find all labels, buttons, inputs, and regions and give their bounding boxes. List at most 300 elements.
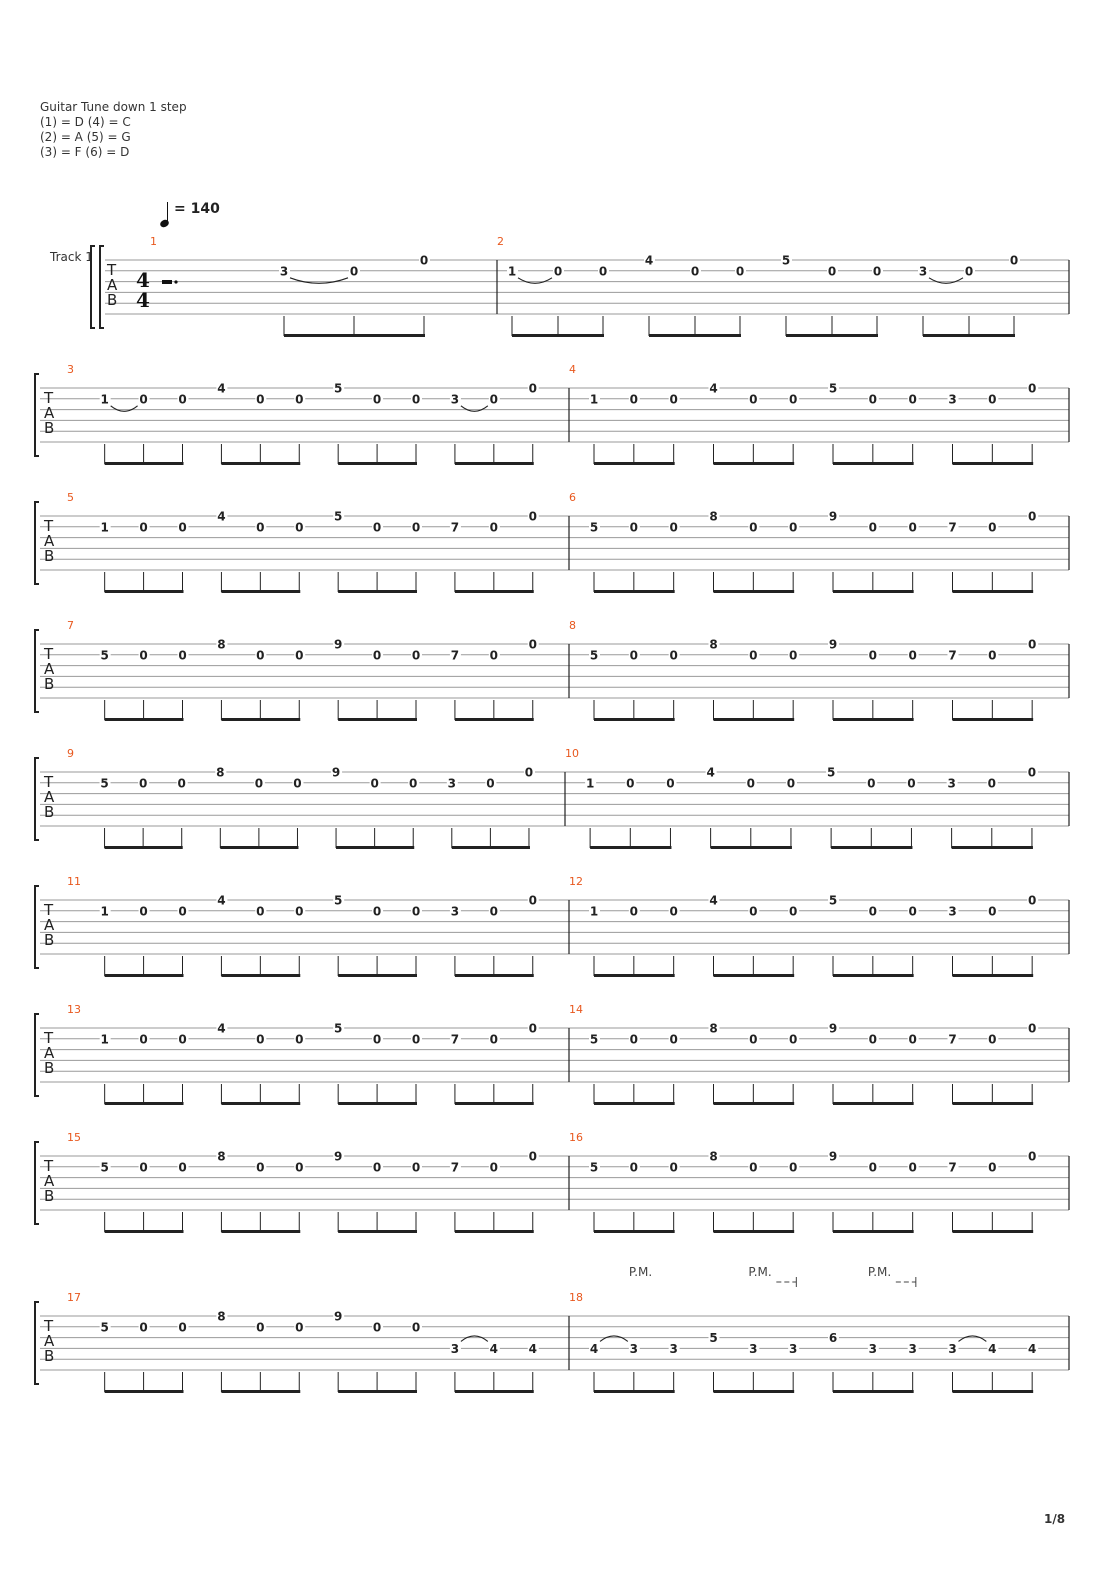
beam (594, 1102, 675, 1105)
fret-number: 0 (872, 264, 882, 279)
palm-mute-label: P.M. (867, 1265, 892, 1279)
fret-number: 0 (788, 392, 798, 407)
fret-number: 0 (1027, 893, 1037, 908)
bar-number: 3 (67, 363, 74, 376)
beam (455, 590, 534, 593)
fret-number: 0 (669, 392, 678, 407)
fret-number: 0 (256, 648, 265, 663)
tuning-line-3: (3) = F (6) = D (40, 145, 130, 159)
fret-number: 9 (331, 765, 341, 780)
fret-number: 0 (256, 392, 265, 407)
fret-number: 0 (372, 1320, 382, 1335)
beam (455, 1390, 534, 1393)
fret-number: 0 (177, 776, 186, 791)
fret-number: 5 (589, 648, 599, 663)
bar-number: 17 (67, 1291, 81, 1304)
tab-clef-letter: A (44, 660, 55, 678)
beam (833, 718, 914, 721)
fret-number: 5 (333, 381, 343, 396)
fret-number: 0 (178, 392, 187, 407)
fret-number: 0 (988, 904, 997, 919)
fret-number: 4 (217, 893, 226, 908)
fret-number: 0 (629, 904, 639, 919)
tab-clef-letter: B (44, 419, 55, 437)
fret-number: 5 (828, 381, 838, 396)
beam (833, 974, 914, 977)
fret-number: 0 (528, 1021, 537, 1036)
tab-clef-letter: A (44, 1172, 55, 1190)
fret-number: 0 (256, 1032, 265, 1047)
fret-number: 8 (709, 1149, 718, 1164)
fret-number: 0 (669, 648, 678, 663)
tab-clef-letter: B (44, 1347, 55, 1365)
fret-number: 0 (868, 904, 878, 919)
fret-number: 0 (256, 904, 265, 919)
beam (953, 1390, 1034, 1393)
fret-number: 5 (828, 893, 838, 908)
fret-number: 0 (626, 776, 635, 791)
tab-clef-letter: A (44, 788, 55, 806)
fret-number: 7 (948, 648, 957, 663)
fret-number: 0 (908, 1032, 917, 1047)
fret-number: 8 (709, 637, 718, 652)
fret-number: 0 (908, 392, 917, 407)
fret-number: 0 (746, 776, 755, 791)
fret-number: 4 (589, 1341, 599, 1356)
fret-number: 3 (948, 1341, 957, 1356)
fret-number: 0 (349, 264, 359, 279)
fret-number: 0 (489, 1032, 499, 1047)
beam (714, 974, 795, 977)
tab-clef-letter: T (44, 1157, 54, 1175)
fret-number: 4 (217, 509, 226, 524)
fret-number: 0 (178, 1032, 187, 1047)
fret-number: 4 (217, 1021, 226, 1036)
fret-number: 0 (295, 1032, 304, 1047)
tab-clef-letter: A (44, 532, 55, 550)
fret-number: 3 (450, 904, 460, 919)
tie-arc (111, 406, 138, 412)
fret-number: 0 (295, 1160, 304, 1175)
fret-number: 0 (256, 520, 265, 535)
fret-number: 3 (908, 1341, 917, 1356)
tab-clef-letter: B (44, 1187, 55, 1205)
fret-number: 9 (333, 1309, 343, 1324)
fret-number: 0 (788, 1032, 798, 1047)
fret-number: 0 (908, 904, 917, 919)
system-bracket (35, 1302, 39, 1384)
beam (953, 590, 1034, 593)
beam (105, 462, 184, 465)
fret-number: 0 (788, 648, 798, 663)
fret-number: 0 (528, 637, 537, 652)
fret-number: 5 (100, 776, 109, 791)
tab-clef-letter: B (44, 1059, 55, 1077)
fret-number: 8 (217, 637, 226, 652)
tab-clef-letter: B (44, 931, 55, 949)
fret-number: 7 (450, 648, 460, 663)
beam (105, 974, 184, 977)
fret-number: 1 (589, 392, 599, 407)
fret-number: 0 (524, 765, 534, 780)
fret-number: 1 (507, 264, 517, 279)
fret-number: 0 (295, 520, 304, 535)
fret-number: 0 (489, 520, 499, 535)
beam (714, 1390, 795, 1393)
fret-number: 0 (988, 1160, 997, 1175)
beam (714, 590, 795, 593)
beam (714, 1230, 795, 1233)
fret-number: 0 (988, 520, 997, 535)
fret-number: 0 (749, 648, 758, 663)
fret-number: 0 (690, 264, 700, 279)
fret-number: 0 (666, 776, 675, 791)
fret-number: 0 (178, 1320, 187, 1335)
beam (105, 718, 184, 721)
fret-number: 0 (749, 1160, 758, 1175)
fret-number: 5 (333, 893, 343, 908)
half-rest (162, 280, 172, 284)
fret-number: 0 (788, 904, 798, 919)
fret-number: 6 (828, 1331, 838, 1346)
tab-clef-letter: B (107, 291, 118, 309)
fret-number: 0 (749, 904, 758, 919)
fret-number: 0 (1009, 253, 1019, 268)
tab-clef-letter: B (44, 675, 55, 693)
beam (512, 334, 604, 337)
fret-number: 0 (139, 392, 148, 407)
beam (953, 1102, 1034, 1105)
fret-number: 0 (528, 893, 537, 908)
page-number: 1/8 (1044, 1512, 1066, 1526)
beam (831, 846, 912, 849)
fret-number: 0 (868, 1032, 878, 1047)
bar-number: 11 (67, 875, 81, 888)
fret-number: 0 (489, 648, 499, 663)
beam (455, 1102, 534, 1105)
fret-number: 0 (669, 1160, 678, 1175)
bar-number: 16 (569, 1131, 583, 1144)
fret-number: 0 (788, 1160, 798, 1175)
beam (594, 718, 675, 721)
fret-number: 5 (709, 1331, 718, 1346)
fret-number: 3 (868, 1341, 878, 1356)
fret-number: 0 (178, 904, 187, 919)
fret-number: 0 (528, 1149, 537, 1164)
tie-arc (461, 406, 488, 412)
fret-number: 5 (333, 509, 343, 524)
beam (221, 1102, 300, 1105)
beam (594, 1230, 675, 1233)
fret-number: 0 (411, 520, 421, 535)
bar-number: 9 (67, 747, 74, 760)
beam (221, 1390, 300, 1393)
fret-number: 0 (987, 776, 996, 791)
fret-number: 0 (411, 1032, 421, 1047)
fret-number: 0 (254, 776, 264, 791)
fret-number: 3 (450, 392, 460, 407)
tie-arc (959, 1336, 987, 1342)
fret-number: 3 (947, 776, 956, 791)
beam (452, 846, 530, 849)
fret-number: 3 (669, 1341, 678, 1356)
tab-clef-letter: T (44, 517, 54, 535)
bar-number: 2 (497, 235, 504, 248)
fret-number: 5 (826, 765, 836, 780)
fret-number: 0 (372, 904, 382, 919)
fret-number: 4 (217, 381, 226, 396)
tie-arc (929, 278, 963, 284)
fret-number: 0 (786, 776, 796, 791)
fret-number: 0 (178, 1160, 187, 1175)
fret-number: 7 (948, 1160, 957, 1175)
fret-number: 0 (178, 648, 187, 663)
fret-number: 5 (589, 520, 599, 535)
beam (338, 974, 417, 977)
fret-number: 0 (749, 1032, 758, 1047)
fret-number: 0 (629, 520, 639, 535)
fret-number: 0 (139, 520, 148, 535)
tab-clef-letter: A (44, 916, 55, 934)
fret-number: 0 (295, 1320, 304, 1335)
beam (833, 1230, 914, 1233)
bar-number: 14 (569, 1003, 583, 1016)
system-bracket (35, 502, 39, 584)
track-label: Track 1 (50, 250, 93, 264)
fret-number: 0 (735, 264, 745, 279)
fret-number: 1 (100, 520, 109, 535)
tab-clef-letter: T (44, 1317, 54, 1335)
fret-number: 0 (629, 1032, 639, 1047)
fret-number: 9 (828, 509, 838, 524)
palm-mute-label: P.M. (748, 1265, 772, 1279)
fret-number: 1 (589, 904, 599, 919)
fret-number: 0 (988, 1032, 997, 1047)
fret-number: 3 (788, 1341, 798, 1356)
fret-number: 0 (1027, 1021, 1037, 1036)
fret-number: 0 (139, 648, 148, 663)
fret-number: 9 (333, 1149, 343, 1164)
fret-number: 0 (372, 392, 382, 407)
beam (594, 974, 675, 977)
system-bracket (35, 374, 39, 456)
fret-number: 0 (553, 264, 563, 279)
fret-number: 0 (868, 520, 878, 535)
fret-number: 7 (450, 1032, 460, 1047)
fret-number: 0 (293, 776, 302, 791)
fret-number: 0 (409, 776, 418, 791)
beam (953, 462, 1034, 465)
fret-number: 3 (948, 392, 957, 407)
fret-number: 7 (948, 1032, 957, 1047)
beam (953, 1230, 1034, 1233)
fret-number: 5 (589, 1160, 599, 1175)
track-bracket (91, 246, 95, 328)
bar-number: 12 (569, 875, 583, 888)
beam (105, 846, 183, 849)
beam (594, 462, 675, 465)
fret-number: 0 (489, 392, 499, 407)
tab-clef-letter: B (44, 547, 55, 565)
tab-clef-letter: T (44, 389, 54, 407)
fret-number: 0 (629, 392, 639, 407)
fret-number: 4 (644, 253, 654, 268)
beam (833, 1390, 914, 1393)
fret-number: 8 (709, 1021, 718, 1036)
time-signature-bottom: 4 (136, 288, 150, 312)
bar-number: 15 (67, 1131, 81, 1144)
fret-number: 0 (788, 520, 798, 535)
fret-number: 3 (918, 264, 928, 279)
tab-clef-letter: A (107, 276, 118, 294)
beam (338, 1102, 417, 1105)
tab-clef-letter: B (44, 803, 55, 821)
fret-number: 0 (411, 392, 421, 407)
beam (221, 1230, 300, 1233)
fret-number: 0 (178, 520, 187, 535)
fret-number: 1 (585, 776, 595, 791)
tie-arc (461, 1336, 488, 1342)
bar-number: 1 (150, 235, 157, 248)
beam (338, 718, 417, 721)
tie-arc (518, 278, 552, 284)
fret-number: 1 (100, 904, 109, 919)
fret-number: 0 (908, 648, 917, 663)
beam (714, 462, 795, 465)
tuning-title: Guitar Tune down 1 step (40, 100, 187, 114)
fret-number: 0 (907, 776, 916, 791)
fret-number: 0 (295, 648, 304, 663)
fret-number: 8 (709, 509, 718, 524)
fret-number: 0 (138, 776, 148, 791)
fret-number: 0 (1027, 637, 1037, 652)
fret-number: 0 (411, 1320, 421, 1335)
fret-number: 1 (100, 392, 109, 407)
beam (455, 462, 534, 465)
fret-number: 0 (139, 1032, 148, 1047)
tie-arc (600, 1336, 628, 1342)
fret-number: 0 (486, 776, 495, 791)
tab-clef-letter: T (44, 773, 54, 791)
beam (833, 1102, 914, 1105)
beam (220, 846, 298, 849)
fret-number: 3 (749, 1341, 758, 1356)
beam (105, 1230, 184, 1233)
bar-number: 6 (569, 491, 576, 504)
fret-number: 3 (279, 264, 289, 279)
beam (105, 590, 184, 593)
fret-number: 5 (333, 1021, 343, 1036)
beam (714, 718, 795, 721)
beam (953, 718, 1034, 721)
fret-number: 3 (450, 1341, 460, 1356)
fret-number: 0 (411, 904, 421, 919)
beam (284, 334, 425, 337)
fret-number: 3 (447, 776, 456, 791)
fret-number: 0 (868, 392, 878, 407)
fret-number: 0 (489, 1160, 499, 1175)
fret-number: 4 (709, 381, 718, 396)
beam (594, 1390, 675, 1393)
bar-number: 8 (569, 619, 576, 632)
bar-number: 5 (67, 491, 74, 504)
bar-number: 13 (67, 1003, 81, 1016)
fret-number: 0 (411, 1160, 421, 1175)
tab-clef-letter: A (44, 1044, 55, 1062)
beam (338, 1390, 417, 1393)
tab-clef-letter: T (44, 901, 54, 919)
fret-number: 5 (100, 1320, 109, 1335)
fret-number: 0 (411, 648, 421, 663)
fret-number: 0 (988, 392, 997, 407)
beam (455, 718, 534, 721)
beam (649, 334, 741, 337)
beam (338, 1230, 417, 1233)
system-bracket (35, 1142, 39, 1224)
beam (923, 334, 1015, 337)
beam (455, 974, 534, 977)
fret-number: 4 (528, 1341, 537, 1356)
fret-number: 9 (828, 1021, 838, 1036)
beam (221, 718, 300, 721)
fret-number: 5 (781, 253, 791, 268)
tab-clef-letter: T (44, 645, 54, 663)
tab-clef-letter: A (44, 1332, 55, 1350)
fret-number: 4 (489, 1341, 499, 1356)
fret-number: 5 (589, 1032, 599, 1047)
fret-number: 0 (1027, 765, 1037, 780)
beam (711, 846, 792, 849)
fret-number: 5 (100, 648, 109, 663)
fret-number: 9 (333, 637, 343, 652)
fret-number: 3 (629, 1341, 639, 1356)
fret-number: 0 (868, 648, 878, 663)
fret-number: 4 (706, 765, 715, 780)
fret-number: 0 (295, 392, 304, 407)
fret-number: 0 (629, 1160, 639, 1175)
fret-number: 8 (217, 1309, 226, 1324)
fret-number: 0 (295, 904, 304, 919)
fret-number: 7 (450, 1160, 460, 1175)
beam (594, 590, 675, 593)
rest-dot (174, 280, 177, 283)
beam (590, 846, 671, 849)
tab-clef-letter: T (107, 261, 117, 279)
beam (833, 462, 914, 465)
beam (336, 846, 414, 849)
beam (105, 1102, 184, 1105)
system-bracket (35, 886, 39, 968)
fret-number: 0 (598, 264, 608, 279)
time-signature-top: 4 (136, 268, 150, 292)
fret-number: 0 (372, 1032, 382, 1047)
fret-number: 8 (217, 1149, 226, 1164)
fret-number: 0 (1027, 509, 1037, 524)
fret-number: 0 (1027, 381, 1037, 396)
fret-number: 0 (419, 253, 429, 268)
fret-number: 0 (908, 520, 917, 535)
system-bracket (35, 630, 39, 712)
fret-number: 0 (988, 648, 997, 663)
palm-mute-label: P.M. (628, 1265, 653, 1279)
tab-clef-letter: T (44, 1029, 54, 1047)
fret-number: 3 (948, 904, 957, 919)
fret-number: 8 (216, 765, 225, 780)
fret-number: 0 (669, 1032, 678, 1047)
beam (714, 1102, 795, 1105)
fret-number: 1 (100, 1032, 109, 1047)
tuning-line-2: (2) = A (5) = G (40, 130, 131, 144)
